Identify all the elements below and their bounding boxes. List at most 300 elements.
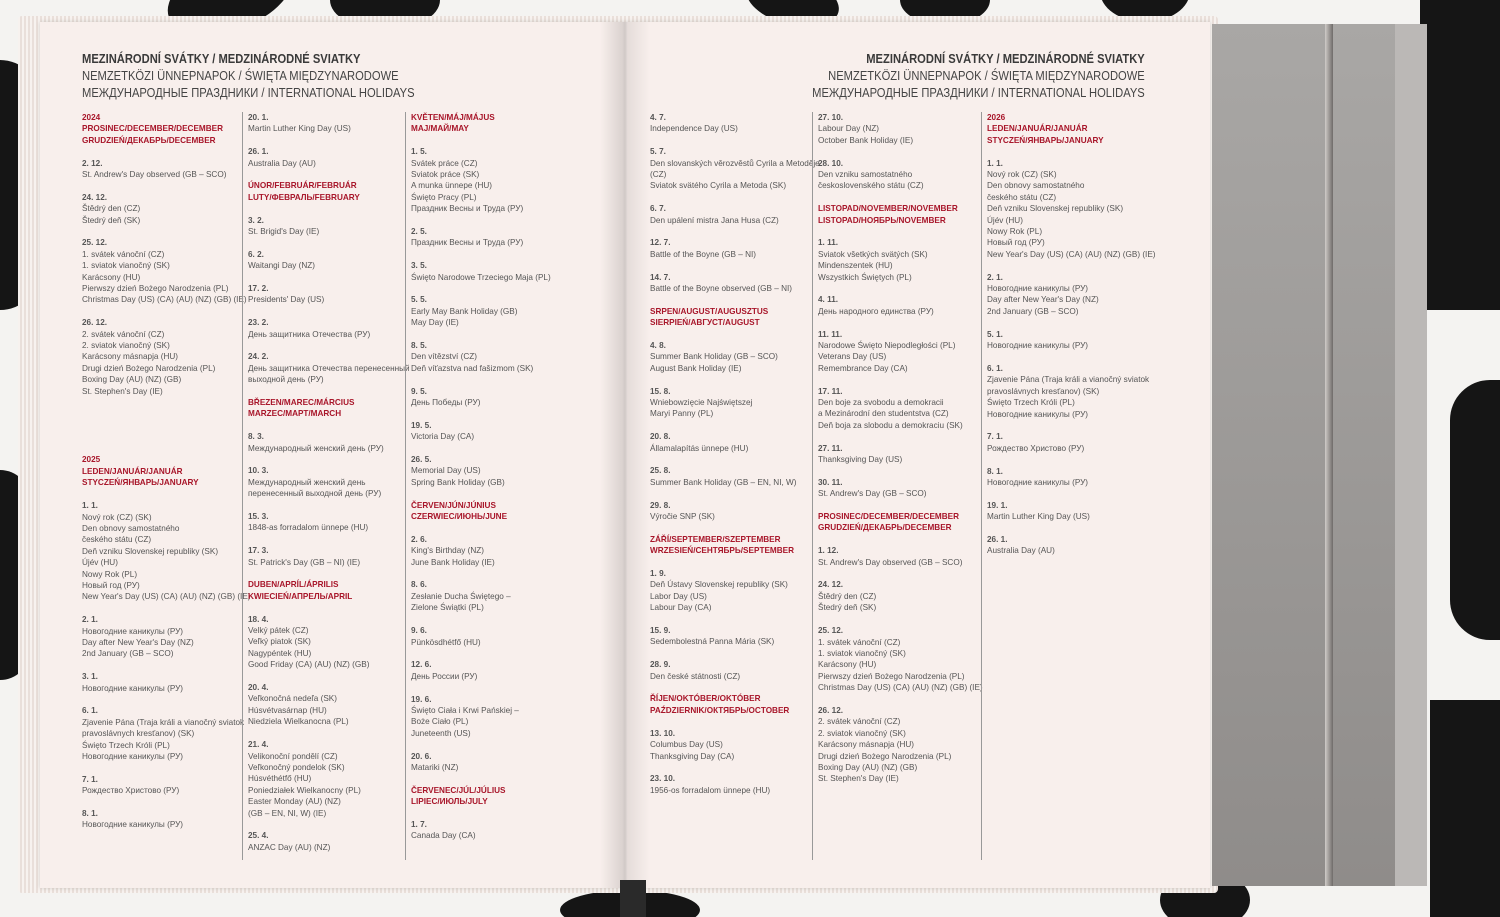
holiday-date: 25. 8.: [650, 466, 671, 476]
holiday-name: Pierwszy dzień Bożego Narodzenia (PL): [818, 671, 965, 681]
holiday-name: A munka ünnepe (HU): [411, 181, 493, 191]
holiday-entry: [818, 545, 983, 568]
holiday-name: Deň vzniku Slovenskej republiky (SK): [987, 204, 1124, 214]
holiday-name: Święto Trzech Króli (PL): [82, 740, 170, 750]
holiday-entry: [818, 237, 983, 283]
holiday-entry: [987, 272, 1156, 318]
holiday-name: King's Birthday (NZ): [411, 546, 484, 556]
holiday-name: Canada Day (CA): [411, 831, 476, 841]
heading-line-2: NEMZETKÖZI ÜNNEPNAPOK / ŚWIĘTA MIĘDZYNARODOWE: [828, 68, 1145, 83]
holiday-name: Veľký piatok (SK): [248, 637, 311, 647]
holiday-name: Battle of the Boyne (GB – NI): [650, 249, 757, 259]
holiday-entry: [411, 454, 551, 488]
holiday-date: 27. 10.: [818, 113, 844, 122]
holiday-entry: [82, 671, 251, 694]
month-heading: [411, 500, 551, 523]
month-name: ČERVENEC/JÚL/JÚLIUS: [411, 785, 506, 795]
holiday-name: Nový rok (CZ) (SK): [82, 512, 152, 522]
holiday-name: Early May Bank Holiday (GB): [411, 306, 518, 316]
holiday-name: Veľkonočný pondelok (SK): [248, 762, 345, 772]
month-heading: [411, 785, 551, 808]
holiday-entry: [987, 534, 1156, 557]
holiday-name: Święto Pracy (PL): [411, 192, 477, 202]
month-name: LIPIEC/ИЮЛЬ/JULY: [411, 797, 488, 807]
holiday-entry: [248, 511, 410, 534]
holiday-date: 26. 5.: [411, 455, 432, 465]
holiday-name: Праздник Весны и Труда (РУ): [411, 204, 524, 214]
holiday-name: Waitangi Day (NZ): [248, 261, 316, 271]
holiday-name: Sedembolestná Panna Mária (SK): [650, 637, 775, 647]
holiday-name: pravoslávnych kresťanov) (SK): [987, 386, 1100, 396]
month-name: BŘEZEN/MAREC/MÁRCIUS: [248, 398, 355, 408]
holiday-date: 13. 10.: [650, 728, 676, 738]
month-heading: [82, 112, 251, 146]
holiday-entry: [987, 363, 1156, 420]
holiday-entry: [650, 386, 820, 420]
holiday-name: Štedrý deň (SK): [818, 603, 877, 613]
month-heading: [82, 454, 251, 488]
holiday-date: 14. 7.: [650, 272, 671, 282]
page-heading-left: [82, 50, 415, 101]
holiday-name: Sviatok svätého Cyrila a Metoda (SK): [650, 181, 787, 191]
holiday-date: 17. 3.: [248, 546, 269, 556]
holiday-name: Święto Ciała i Krwi Pańskiej –: [411, 705, 519, 715]
holiday-name: Good Friday (CA) (AU) (NZ) (GB): [248, 660, 370, 670]
holiday-name: Narodowe Święto Niepodległości (PL): [818, 341, 956, 351]
holiday-name: Pierwszy dzień Bożego Narodzenia (PL): [82, 284, 229, 294]
holiday-name: Nowy Rok (PL): [82, 569, 138, 579]
holiday-entry: [987, 466, 1156, 489]
holiday-name: Święto Narodowe Trzeciego Maja (PL): [411, 272, 551, 282]
holiday-entry: [987, 329, 1156, 352]
holiday-name: Zjavenie Pána (Traja králi a vianočný sviatok: [82, 717, 245, 727]
month-heading: [818, 203, 983, 226]
holiday-name: 2. svátek vánoční (CZ): [818, 717, 901, 727]
holiday-date: 1. 9.: [650, 569, 666, 579]
holiday-name: June Bank Holiday (IE): [411, 557, 495, 567]
holiday-date: 8. 5.: [411, 341, 427, 351]
holiday-name: Štedrý deň (SK): [82, 215, 141, 225]
holiday-name: перенесенный выходной день (РУ): [248, 489, 382, 499]
holiday-name: St. Stephen's Day (IE): [818, 774, 899, 784]
holiday-entry: [82, 192, 251, 226]
holiday-date: 20. 6.: [411, 751, 432, 761]
holiday-date: 12. 6.: [411, 660, 432, 670]
month-name: STYCZEŃ/ЯНВАРЬ/JANUARY: [82, 478, 199, 488]
holiday-name: Spring Bank Holiday (GB): [411, 477, 505, 487]
holiday-entry: [248, 351, 410, 385]
month-heading: [650, 306, 820, 329]
holiday-date: 1. 1.: [987, 158, 1003, 168]
holiday-name: Karácsony másnapja (HU): [82, 352, 179, 362]
holiday-name: Christmas Day (US) (CA) (AU) (NZ) (GB) (IE): [818, 683, 983, 693]
holiday-date: 25. 12.: [818, 626, 844, 636]
holiday-name: Labour Day (CA): [650, 603, 712, 613]
holiday-name: Международный женский день: [248, 477, 366, 487]
holiday-name: May Day (IE): [411, 318, 459, 328]
month-heading: [411, 112, 551, 135]
holiday-name: St. Patrick's Day (GB – NI) (IE): [248, 557, 361, 567]
holiday-name: 2. svátek vánoční (CZ): [82, 329, 165, 339]
holiday-date: 2. 5.: [411, 227, 427, 237]
holiday-name: Victoria Day (CA): [411, 432, 475, 442]
holiday-entry: [82, 614, 251, 660]
month-name: LEDEN/JANUÁR/JANUÁR: [987, 124, 1088, 134]
holiday-name: Day after New Year's Day (NZ): [987, 295, 1099, 305]
holiday-date: 29. 8.: [650, 500, 671, 510]
holiday-name: Niedziela Wielkanocna (PL): [248, 717, 349, 727]
holiday-date: 21. 4.: [248, 740, 269, 750]
month-name: KVĚTEN/MÁJ/MÁJUS: [411, 113, 495, 122]
holiday-entry: [82, 774, 251, 797]
holiday-entry: [650, 625, 820, 648]
year-label: 2024: [82, 113, 101, 122]
holiday-name: Christmas Day (US) (CA) (AU) (NZ) (GB) (IE): [82, 295, 247, 305]
month-name: LEDEN/JANUÁR/JANUÁR: [82, 466, 183, 476]
holiday-entry: [248, 545, 410, 568]
holiday-name: Sviatok práce (SK): [411, 170, 480, 180]
holiday-entry: [818, 329, 983, 375]
month-heading: [248, 579, 410, 602]
holiday-name: 1. sviatok vianočný (SK): [82, 261, 170, 271]
holiday-name: День защитника Отечества (РУ): [248, 329, 371, 339]
holiday-date: 17. 11.: [818, 386, 843, 396]
holiday-date: 26. 1.: [248, 147, 269, 157]
holiday-name: českého státu (CZ): [82, 535, 152, 545]
month-name: LUTY/ФЕВРАЛЬ/FEBRUARY: [248, 192, 360, 202]
holiday-entry: [82, 808, 251, 831]
holiday-date: 9. 5.: [411, 386, 427, 396]
holiday-name: Independence Day (US): [650, 124, 738, 134]
holiday-name: Svátek práce (CZ): [411, 158, 478, 168]
year-label: 2026: [987, 113, 1006, 122]
holiday-date: 24. 12.: [818, 580, 844, 590]
month-name: PAŹDZIERNIK/ОКТЯБРЬ/OCTOBER: [650, 705, 790, 715]
holiday-date: 2. 6.: [411, 534, 427, 544]
holiday-date: 11. 11.: [818, 329, 843, 339]
holiday-date: 28. 10.: [818, 158, 844, 168]
holiday-date: 20. 8.: [650, 432, 671, 442]
holiday-name: Новый год (РУ): [82, 580, 140, 590]
holiday-entry: [411, 146, 551, 214]
holiday-name: St. Andrew's Day (GB – SCO): [818, 489, 927, 499]
holiday-name: выходной день (РУ): [248, 375, 324, 385]
holiday-name: 2. sviatok vianočný (SK): [82, 341, 170, 351]
month-heading: [987, 112, 1156, 146]
holiday-date: 1. 11.: [818, 238, 839, 248]
holiday-date: 3. 1.: [82, 672, 98, 682]
holiday-name: Wniebowzięcie Najświętszej: [650, 398, 753, 408]
holiday-entry: [248, 112, 410, 135]
holiday-name: (GB – EN, NI, W) (IE): [248, 808, 327, 818]
holiday-date: 30. 11.: [818, 477, 843, 487]
holiday-date: 1. 7.: [411, 819, 427, 829]
month-name: PROSINEC/DECEMBER/DECEMBER: [818, 512, 960, 522]
holiday-name: Новогодние каникулы (РУ): [82, 683, 184, 693]
holiday-name: Deň boja za slobodu a demokraciu (SK): [818, 420, 963, 430]
holiday-entry: [411, 819, 551, 842]
holiday-entry: [411, 260, 551, 283]
month-name: GRUDZIEŃ/ДЕКАБРЬ/DECEMBER: [818, 523, 952, 533]
holiday-date: 1. 1.: [82, 501, 98, 511]
holiday-name: Karácsony másnapja (HU): [818, 740, 915, 750]
holiday-name: Новогодние каникулы (РУ): [987, 409, 1089, 419]
holiday-date: 2. 1.: [82, 615, 98, 625]
holiday-entry: [82, 705, 251, 762]
holiday-date: 18. 4.: [248, 614, 269, 624]
holiday-entry: [411, 659, 551, 682]
month-name: LISTOPAD/НОЯБРЬ/NOVEMBER: [818, 215, 946, 225]
holiday-date: 4. 7.: [650, 113, 666, 122]
holiday-date: 27. 11.: [818, 443, 843, 453]
holiday-name: (CZ): [650, 170, 667, 180]
holiday-name: Summer Bank Holiday (GB – SCO): [650, 352, 778, 362]
holiday-name: Новый год (РУ): [987, 238, 1045, 248]
holiday-name: Labor Day (US): [650, 591, 707, 601]
holiday-date: 6. 1.: [82, 706, 98, 716]
holiday-entry: [248, 249, 410, 272]
holiday-entry: [818, 112, 983, 146]
holiday-date: 15. 3.: [248, 512, 269, 522]
holiday-entry: [650, 272, 820, 295]
month-name: ZÁŘÍ/SEPTEMBER/SZEPTEMBER: [650, 534, 781, 544]
holiday-entry: [82, 237, 251, 305]
holiday-name: Drugi dzień Bożego Narodzenia (PL): [818, 751, 952, 761]
holiday-entry: [650, 237, 820, 260]
holiday-date: 8. 3.: [248, 432, 264, 442]
holiday-name: St. Andrew's Day observed (GB – SCO): [82, 170, 227, 180]
holiday-name: Nowy Rok (PL): [987, 227, 1043, 237]
holiday-entry: [248, 614, 410, 671]
holiday-name: August Bank Holiday (IE): [650, 363, 742, 373]
holiday-name: Štědrý den (CZ): [82, 204, 141, 214]
holiday-name: День защитника Отечества перенесенный: [248, 363, 410, 373]
holiday-date: 8. 6.: [411, 580, 427, 590]
holiday-entry: [248, 317, 410, 340]
holiday-name: Deň vzniku Slovenskej republiky (SK): [82, 546, 219, 556]
holiday-column: [981, 112, 1156, 860]
holiday-date: 26. 12.: [818, 705, 844, 715]
holiday-name: October Bank Holiday (IE): [818, 135, 914, 145]
cover-pattern-shape: [1430, 700, 1500, 917]
year-label: 2025: [82, 455, 101, 465]
holiday-name: New Year's Day (US) (CA) (AU) (NZ) (GB) (IE): [987, 249, 1156, 259]
holiday-date: 5. 7.: [650, 147, 666, 157]
holiday-entry: [987, 158, 1156, 261]
holiday-name: Karácsony (HU): [82, 272, 141, 282]
holiday-name: Húsvétvasárnap (HU): [248, 705, 327, 715]
month-heading: [248, 397, 410, 420]
holiday-name: St. Andrew's Day observed (GB – SCO): [818, 557, 963, 567]
holiday-name: Drugi dzień Bożego Narodzenia (PL): [82, 363, 216, 373]
holiday-date: 6. 2.: [248, 249, 264, 259]
holiday-entry: [411, 340, 551, 374]
holiday-name: Karácsony (HU): [818, 660, 877, 670]
holiday-date: 23. 2.: [248, 318, 269, 328]
holiday-column: [242, 112, 410, 860]
month-name: ŘÍJEN/OKTÓBER/OKTÓBER: [650, 694, 761, 704]
holiday-date: 4. 8.: [650, 341, 666, 351]
month-name: ČERVEN/JÚN/JÚNIUS: [411, 500, 496, 510]
month-name: MAJ/МАЙ/MAY: [411, 124, 469, 134]
holiday-name: Maryi Panny (PL): [650, 409, 714, 419]
heading-line-3: МЕЖДУНАРОДНЫЕ ПРАЗДНИКИ / INTERNATIONAL HOLIDAYS: [82, 85, 415, 100]
holiday-name: Праздник Весны и Труда (РУ): [411, 238, 524, 248]
holiday-date: 5. 5.: [411, 295, 427, 305]
holiday-name: Columbus Day (US): [650, 740, 723, 750]
holiday-name: Новогодние каникулы (РУ): [82, 820, 184, 830]
holiday-date: 17. 2.: [248, 284, 269, 294]
holiday-date: 19. 6.: [411, 694, 432, 704]
holiday-entry: [82, 158, 251, 181]
holiday-date: 10. 3.: [248, 466, 269, 476]
holiday-name: Zjavenie Pána (Traja králi a vianočný sviatok: [987, 375, 1150, 385]
holiday-name: Remembrance Day (CA): [818, 363, 908, 373]
holiday-entry: [818, 386, 983, 432]
holiday-name: Presidents' Day (US): [248, 295, 325, 305]
holiday-name: Martin Luther King Day (US): [248, 124, 351, 134]
holiday-name: Den vítězství (CZ): [411, 352, 477, 362]
holiday-name: New Year's Day (US) (CA) (AU) (NZ) (GB) (IE): [82, 592, 251, 602]
holiday-entry: [248, 739, 410, 819]
holiday-entry: [411, 694, 551, 740]
holiday-entry: [411, 534, 551, 568]
holiday-name: Den české státnosti (CZ): [650, 671, 741, 681]
holiday-entry: [248, 431, 410, 454]
month-heading: [818, 511, 983, 534]
holiday-name: československého státu (CZ): [818, 181, 924, 191]
holiday-name: Новогодние каникулы (РУ): [987, 284, 1089, 294]
holiday-name: St. Stephen's Day (IE): [82, 386, 163, 396]
holiday-name: Easter Monday (AU) (NZ): [248, 797, 341, 807]
holiday-date: 12. 7.: [650, 238, 671, 248]
holiday-date: 26. 12.: [82, 318, 108, 328]
holiday-name: Államalapítás ünnepe (HU): [650, 443, 749, 453]
holiday-name: Новогодние каникулы (РУ): [82, 626, 184, 636]
holiday-name: Štědrý den (CZ): [818, 591, 877, 601]
holiday-date: 3. 5.: [411, 261, 427, 271]
holiday-name: Sviatok všetkých svätých (SK): [818, 249, 928, 259]
holiday-entry: [650, 431, 820, 454]
month-name: GRUDZIEŃ/ДЕКАБРЬ/DECEMBER: [82, 135, 216, 145]
holiday-entry: [987, 431, 1156, 454]
holiday-name: Martin Luther King Day (US): [987, 512, 1090, 522]
holiday-name: Boxing Day (AU) (NZ) (GB): [818, 762, 918, 772]
holiday-name: Velký pátek (CZ): [248, 626, 309, 636]
flap-fold: [1325, 24, 1333, 886]
holiday-date: 19. 1.: [987, 500, 1008, 510]
holiday-name: 1956-os forradalom ünnepe (HU): [650, 785, 771, 795]
holiday-entry: [411, 226, 551, 249]
holiday-name: Veterans Day (US): [818, 352, 887, 362]
holiday-date: 5. 1.: [987, 329, 1003, 339]
holiday-entry: [987, 500, 1156, 523]
holiday-name: Zesłanie Ducha Świętego –: [411, 591, 511, 601]
bookmark-ribbon: [620, 880, 646, 917]
holiday-date: 6. 1.: [987, 363, 1003, 373]
holiday-column: [812, 112, 983, 860]
holiday-name: Международный женский день (РУ): [248, 443, 384, 453]
holiday-entry: [650, 465, 820, 488]
month-name: LISTOPAD/NOVEMBER/NOVEMBER: [818, 204, 958, 214]
holiday-name: Den upálení mistra Jana Husa (CZ): [650, 215, 779, 225]
holiday-name: Újév (HU): [987, 215, 1023, 225]
holiday-date: 15. 8.: [650, 386, 671, 396]
holiday-name: 2nd January (GB – SCO): [82, 649, 174, 659]
holiday-date: 24. 12.: [82, 192, 108, 202]
holiday-date: 8. 1.: [82, 808, 98, 818]
holiday-name: Boxing Day (AU) (NZ) (GB): [82, 375, 182, 385]
holiday-date: 7. 1.: [82, 774, 98, 784]
heading-line-1: MEZINÁRODNÍ SVÁTKY / MEDZINÁRODNÉ SVIATKY: [82, 51, 361, 66]
holiday-entry: [248, 215, 410, 238]
holiday-name: Veľkonočná nedeľa (SK): [248, 694, 337, 704]
holiday-entry: [411, 579, 551, 613]
holiday-entry: [82, 317, 251, 397]
holiday-name: a Mezinárodní den studentstva (CZ): [818, 409, 949, 419]
holiday-name: Poniedziałek Wielkanocny (PL): [248, 785, 361, 795]
holiday-entry: [248, 146, 410, 169]
holiday-date: 25. 4.: [248, 831, 269, 841]
holiday-date: 25. 12.: [82, 238, 108, 248]
holiday-date: 2. 12.: [82, 158, 103, 168]
holiday-entry: [818, 579, 983, 613]
holiday-entry: [818, 158, 983, 192]
holiday-name: 1. svátek vánoční (CZ): [818, 637, 901, 647]
holiday-date: 9. 6.: [411, 626, 427, 636]
holiday-name: Рождество Христово (РУ): [82, 786, 180, 796]
holiday-name: Juneteenth (US): [411, 728, 471, 738]
holiday-entry: [650, 203, 820, 226]
holiday-date: 26. 1.: [987, 534, 1008, 544]
heading-line-3: МЕЖДУНАРОДНЫЕ ПРАЗДНИКИ / INTERNATIONAL HOLIDAYS: [812, 85, 1145, 100]
holiday-date: 19. 5.: [411, 420, 432, 430]
holiday-entry: [650, 340, 820, 374]
holiday-entry: [411, 294, 551, 328]
holiday-name: Новогодние каникулы (РУ): [987, 477, 1089, 487]
holiday-name: Święto Trzech Króli (PL): [987, 398, 1075, 408]
month-name: STYCZEŃ/ЯНВАРЬ/JANUARY: [987, 135, 1104, 145]
holiday-entry: [818, 477, 983, 500]
holiday-name: pravoslávnych kresťanov) (SK): [82, 729, 195, 739]
holiday-name: Новогодние каникулы (РУ): [82, 751, 184, 761]
holiday-date: 1. 12.: [818, 546, 839, 556]
holiday-date: 15. 9.: [650, 626, 671, 636]
heading-line-1: MEZINÁRODNÍ SVÁTKY / MEDZINÁRODNÉ SVIATKY: [866, 51, 1145, 66]
holiday-name: Australia Day (AU): [248, 158, 316, 168]
holiday-name: Labour Day (NZ): [818, 124, 879, 134]
holiday-name: Battle of the Boyne observed (GB – NI): [650, 284, 792, 294]
holiday-entry: [248, 682, 410, 728]
holiday-name: Australia Day (AU): [987, 546, 1055, 556]
holiday-name: Boże Ciało (PL): [411, 717, 469, 727]
holiday-entry: [248, 830, 410, 853]
month-name: WRZESIEŃ/СЕНТЯБРЬ/SEPTEMBER: [650, 546, 795, 556]
page-heading-right: [812, 50, 1145, 101]
holiday-name: ANZAC Day (AU) (NZ): [248, 842, 331, 852]
holiday-entry: [818, 294, 983, 317]
column-spacer: [82, 408, 251, 454]
heading-line-2: NEMZETKÖZI ÜNNEPNAPOK / ŚWIĘTA MIĘDZYNARODOWE: [82, 68, 399, 83]
holiday-entry: [248, 465, 410, 499]
month-heading: [650, 534, 820, 557]
holiday-entry: [650, 568, 820, 614]
holiday-entry: [818, 705, 983, 785]
month-heading: [248, 180, 410, 203]
holiday-entry: [650, 146, 820, 192]
holiday-name: Húsvéthétfő (HU): [248, 774, 312, 784]
holiday-date: 8. 1.: [987, 466, 1003, 476]
